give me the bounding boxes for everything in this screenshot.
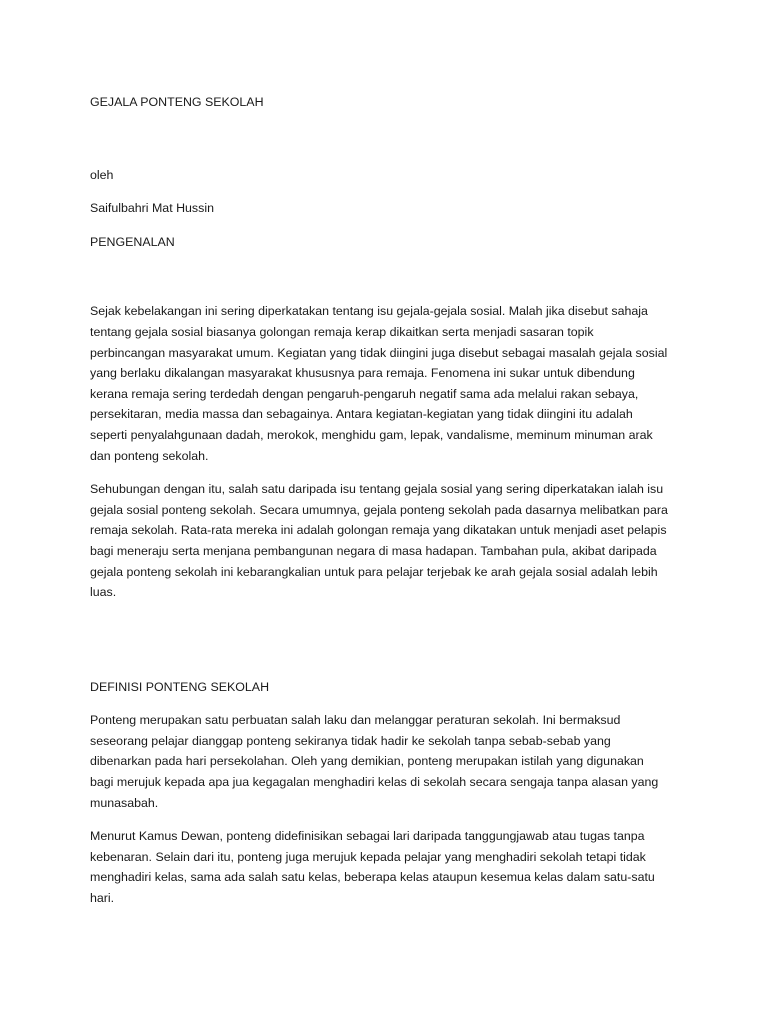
section-heading-definisi: DEFINISI PONTENG SEKOLAH — [90, 679, 270, 694]
paragraph-line: gejala ponteng sekolah ini kebarangkalian untuk para pelajar terjebak ke arah gejala sosial adalah lebih — [90, 564, 658, 579]
author-name: Saifulbahri Mat Hussin — [90, 201, 214, 216]
paragraph-line: menghadiri kelas, sama ada salah satu kelas, beberapa kelas ataupun kesemua kelas dalam satu-satu — [90, 870, 655, 885]
paragraph-line: hari. — [90, 891, 115, 906]
paragraph-line: Sehubungan dengan itu, salah satu daripada isu tentang gejala sosial yang sering diperkatakan ialah isu — [90, 482, 664, 497]
section-heading-pengenalan: PENGENALAN — [90, 234, 175, 249]
paragraph-line: kerana remaja sering terdedah dengan pengaruh-pengaruh negatif sama ada melalui rakan sebaya, — [90, 386, 639, 401]
paragraph-line: dan ponteng sekolah. — [90, 448, 209, 463]
paragraph-line: yang berlaku dikalangan masyarakat khususnya para remaja. Fenomena ini sukar untuk dibendung — [90, 366, 635, 381]
paragraph-line: gejala sosial ponteng sekolah. Secara umumnya, gejala ponteng sekolah pada dasarnya melibatkan para — [90, 502, 668, 517]
paragraph-line: persekitaran, media massa dan sebagainya. Antara kegiatan-kegiatan yang tidak diingini itu adalah — [90, 407, 633, 422]
byline: oleh — [90, 167, 114, 182]
paragraph-intro-1 — [90, 301, 680, 466]
paragraph-line: seperti penyalahgunaan dadah, merokok, menghidu gam, lepak, vandalisme, meminum minuman arak — [90, 427, 653, 442]
document-title: GEJALA PONTENG SEKOLAH — [90, 95, 264, 109]
paragraph-line: perbincangan masyarakat umum. Kegiatan yang tidak diingini juga disebut sebagai masalah gejala sosial — [90, 345, 668, 360]
document-body — [90, 92, 680, 922]
paragraph-line: luas. — [90, 585, 117, 600]
paragraph-definisi-1 — [90, 710, 680, 813]
paragraph-line: bagi merujuk kepada apa jua kegagalan menghadiri kelas di sekolah secara sengaja tanpa alasan yang — [90, 775, 659, 790]
paragraph-intro-2 — [90, 479, 680, 603]
paragraph-line: Ponteng merupakan satu perbuatan salah laku dan melanggar peraturan sekolah. Ini bermaksud — [90, 713, 621, 728]
paragraph-line: Menurut Kamus Dewan, ponteng didefinisikan sebagai lari daripada tanggungjawab atau tugas tanpa — [90, 829, 645, 844]
paragraph-line: remaja sekolah. Rata-rata mereka ini adalah golongan remaja yang dikatakan untuk menjadi aset pelapis — [90, 523, 667, 538]
paragraph-line: bagi meneraju serta menjana pembangunan negara di masa hadapan. Tambahan pula, akibat daripada — [90, 543, 657, 558]
paragraph-line: dibenarkan pada hari persekolahan. Oleh yang demikian, ponteng merupakan istilah yang digunakan — [90, 754, 644, 769]
paragraph-definisi-2 — [90, 826, 680, 908]
paragraph-line: munasabah. — [90, 795, 159, 810]
paragraph-line: seseorang pelajar dianggap ponteng sekiranya tidak hadir ke sekolah tanpa sebab-sebab yang — [90, 733, 611, 748]
paragraph-line: kebenaran. Selain dari itu, ponteng juga merujuk kepada pelajar yang menghadiri sekolah tetapi tidak — [90, 849, 646, 864]
paragraph-line: tentang gejala sosial biasanya golongan remaja kerap dikaitkan serta menjadi sasaran topik — [90, 324, 594, 339]
paragraph-line: Sejak kebelakangan ini sering diperkatakan tentang isu gejala-gejala sosial. Malah jika disebut sahaja — [90, 304, 648, 319]
